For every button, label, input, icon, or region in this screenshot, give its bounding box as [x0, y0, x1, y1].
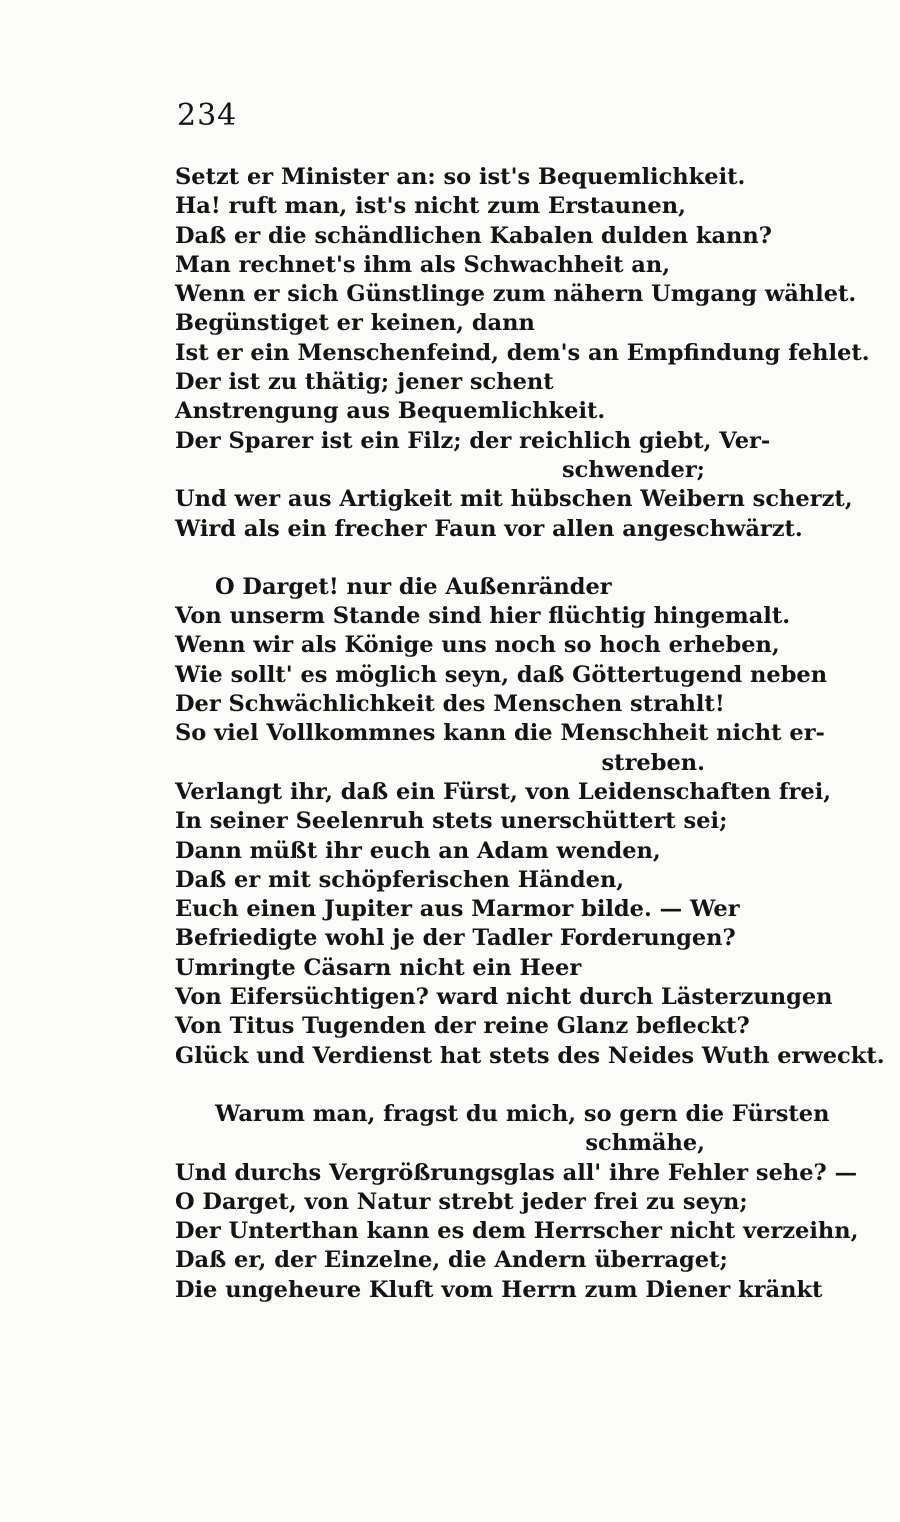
poem-line: Der ist zu thätig; jener schent [175, 369, 554, 396]
poem-line: Daß er, der Einzelne, die Andern überraget; [175, 1247, 728, 1274]
poem-line-continuation: schmähe, [585, 1130, 705, 1157]
poem-line: In seiner Seelenruh stets unerschüttert sei; [175, 808, 728, 835]
poem-line-continuation: schwender; [562, 456, 705, 483]
poem-line: Wenn er sich Günstlinge zum nähern Umgang wählet. [175, 281, 857, 308]
poem-line: Der Schwächlichkeit des Menschen strahlt! [175, 691, 725, 718]
poem-line: O Darget! nur die Außenränder [215, 573, 612, 600]
poem-line: Setzt er Minister an: so ist's Bequemlichkeit. [175, 164, 746, 190]
poem-line: Man rechnet's ihm als Schwachheit an, [175, 251, 671, 278]
poem-line: Dann müßt ihr euch an Adam wenden, [175, 837, 661, 864]
poem-line: Der Unterthan kann es dem Herrscher nicht verzeihn, [175, 1218, 859, 1245]
poem-line: Wird als ein frecher Faun vor allen angeschwärzt. [175, 515, 803, 542]
poem-line: So viel Vollkommnes kann die Menschheit nicht er- [175, 720, 825, 747]
poem-line: Daß er mit schöpferischen Händen, [175, 866, 625, 893]
poem-line: O Darget, von Natur strebt jeder frei zu seyn; [175, 1188, 748, 1215]
stanza-2 [175, 573, 885, 1071]
poem-line-continuation: streben. [601, 749, 705, 776]
poem-line: Daß er die schändlichen Kabalen dulden kann? [175, 222, 772, 249]
poem-line: Von unserm Stande sind hier flüchtig hingemalt. [175, 603, 791, 630]
poem-line: Ist er ein Menschenfeind, dem's an Empfindung fehlet. [175, 339, 870, 366]
page-number: 234 [177, 98, 238, 133]
poem-line: Die ungeheure Kluft vom Herrn zum Diener kränkt [175, 1276, 823, 1303]
poem-line: Verlangt ihr, daß ein Fürst, von Leidenschaften frei, [175, 778, 832, 805]
poem-line: Wie sollt' es möglich seyn, daß Göttertugend neben [175, 661, 828, 688]
poem-line: Umringte Cäsarn nicht ein Heer [175, 954, 582, 981]
poem-line: Und wer aus Artigkeit mit hübschen Weibern scherzt, [175, 486, 853, 513]
poem-line: Glück und Verdienst hat stets des Neides Wuth erweckt. [175, 1042, 885, 1069]
stanza-1 [175, 163, 870, 544]
poem-line: Anstrengung aus Bequemlichkeit. [175, 398, 606, 425]
poem-text [175, 163, 885, 1305]
stanza-3 [175, 1100, 859, 1305]
poem-line: Der Sparer ist ein Filz; der reichlich giebt, Ver- [175, 427, 771, 454]
poem-line: Wenn wir als Könige uns noch so hoch erheben, [175, 632, 780, 659]
poem-line: Befriedigte wohl je der Tadler Forderungen? [175, 925, 736, 952]
poem-line: Euch einen Jupiter aus Marmor bilde. — Wer [175, 896, 740, 923]
poem-line: Und durchs Vergrößrungsglas all' ihre Fehler sehe? — [175, 1159, 858, 1186]
poem-line: Ha! ruft man, ist's nicht zum Erstaunen, [175, 193, 686, 220]
poem-line: Von Eifersüchtigen? ward nicht durch Lästerzungen [175, 984, 833, 1011]
poem-line: Von Titus Tugenden der reine Glanz befleckt? [175, 1013, 750, 1040]
poem-line: Begünstiget er keinen, dann [175, 310, 535, 337]
poem-line: Warum man, fragst du mich, so gern die Fürsten [215, 1100, 830, 1127]
